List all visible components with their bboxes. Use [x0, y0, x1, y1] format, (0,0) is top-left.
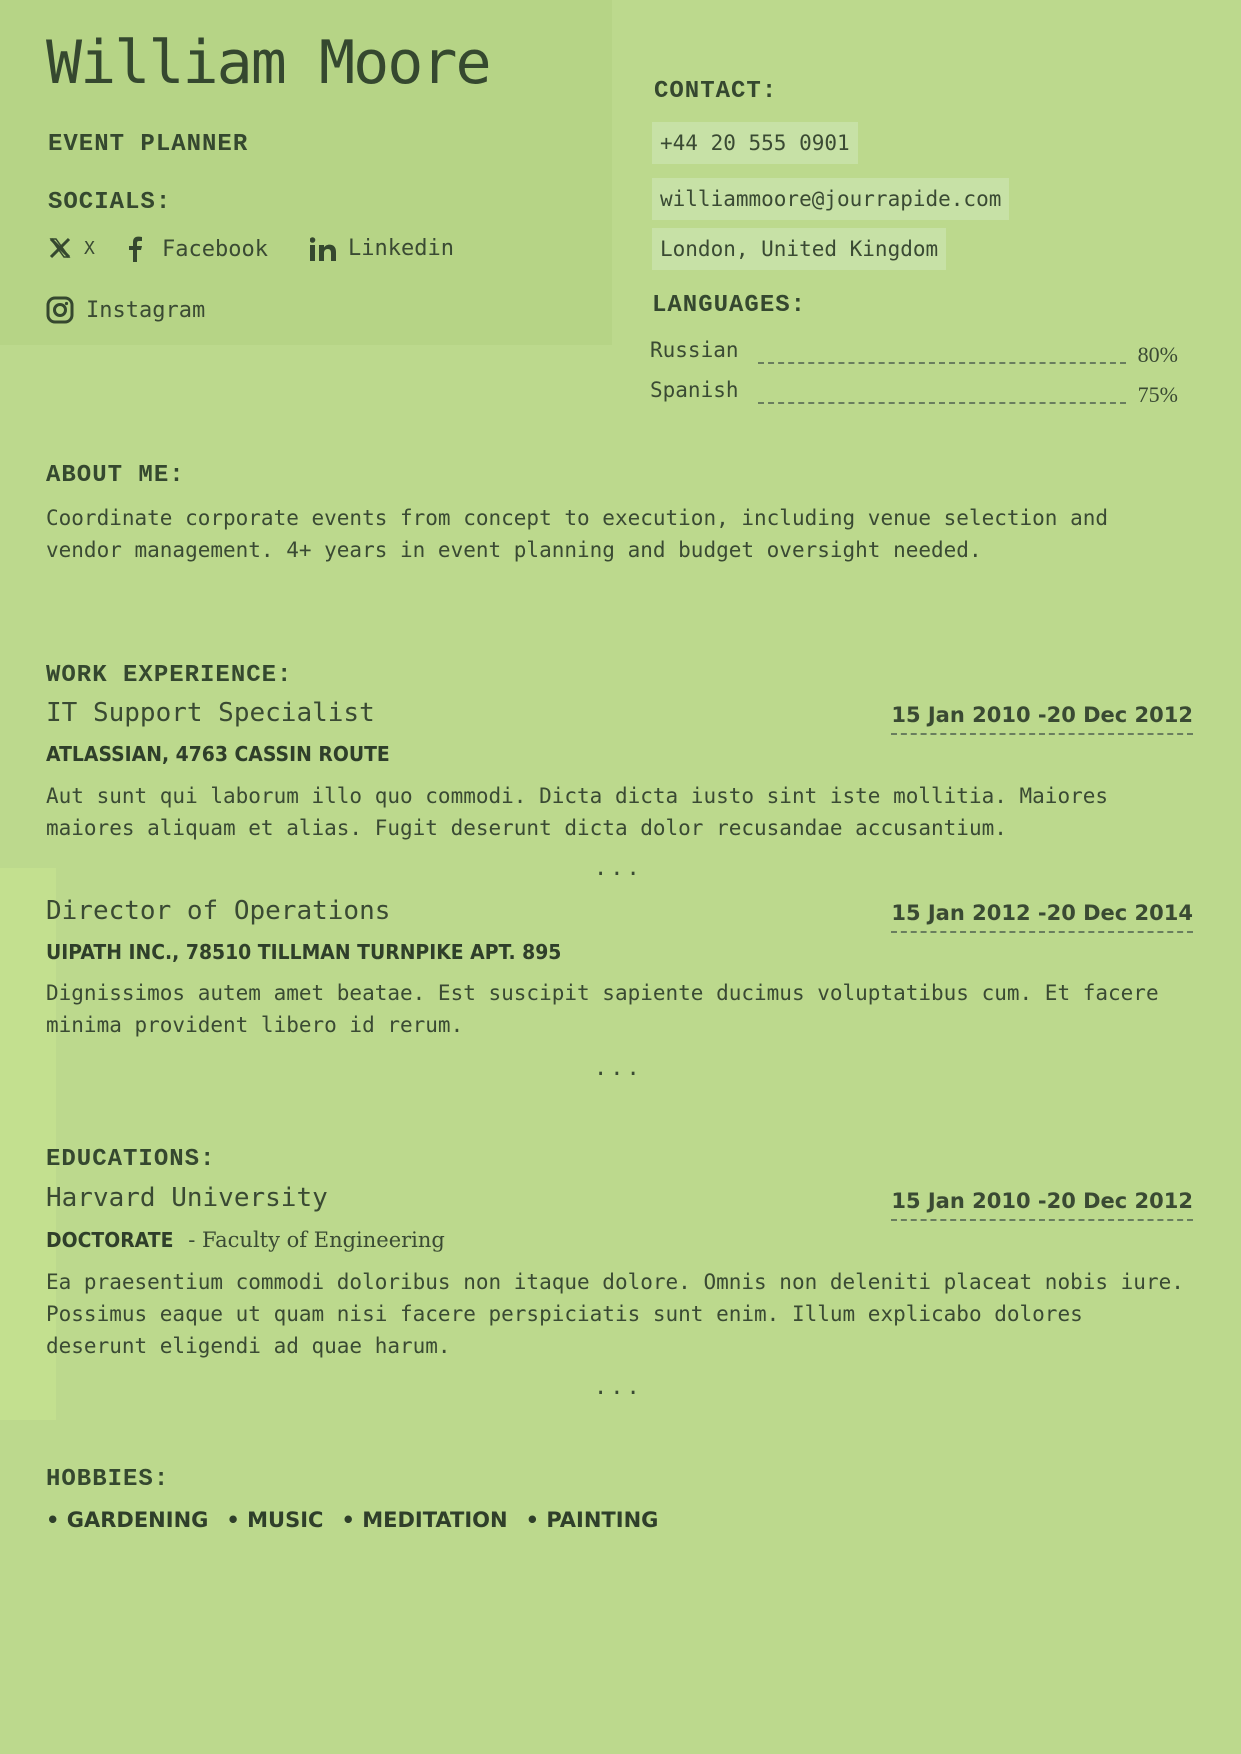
- contact-email[interactable]: williammoore@jourrapide.com: [652, 178, 1009, 220]
- hobbies-heading: HOBBIES:: [46, 1466, 170, 1493]
- education-faculty: - Faculty of Engineering: [181, 1228, 445, 1252]
- instagram-icon: [46, 296, 74, 324]
- work-dates: 15 Jan 2010 -20 Dec 2012: [891, 703, 1193, 735]
- languages-heading: LANGUAGES:: [652, 292, 807, 319]
- social-linkedin-label: Linkedin: [348, 236, 454, 261]
- work-description: Dignissimos autem amet beatae. Est suscipit sapiente ducimus voluptatibus cum. Et facere minima provident libero id rerum.: [46, 981, 1159, 1037]
- more-ellipsis: ...: [594, 1056, 643, 1081]
- work-dates: 15 Jan 2012 -20 Dec 2014: [891, 901, 1193, 933]
- education-description: Ea praesentium commodi doloribus non itaque dolore. Omnis non deleniti placeat nobis iure. Possimus eaque ut quam nisi facere perspiciatis sunt enim. Illum explicabo dolores deserunt eligendi ad quae harum.: [46, 1270, 1184, 1358]
- social-facebook-label: Facebook: [162, 236, 268, 262]
- about-text: Coordinate corporate events from concept to execution, including venue selection and vendor management. 4+ years in event planning and budget oversight needed.: [46, 506, 1109, 562]
- contact-location: London, United Kingdom: [652, 228, 946, 270]
- bullet-icon: •: [46, 1508, 60, 1532]
- hobby-item: • MEDITATION: [341, 1508, 508, 1532]
- social-facebook[interactable]: [126, 236, 268, 262]
- job-title: EVENT PLANNER: [48, 131, 249, 158]
- work-heading: WORK EXPERIENCE:: [46, 662, 293, 689]
- social-x-label: X: [84, 237, 95, 259]
- work-title: Director of Operations: [46, 896, 391, 926]
- education-degree: DOCTORATE: [46, 1228, 174, 1252]
- bullet-icon: •: [341, 1508, 355, 1532]
- language-name: Russian: [650, 338, 739, 362]
- hobbies-list: [46, 1508, 676, 1532]
- social-instagram[interactable]: [46, 296, 205, 324]
- about-heading: ABOUT ME:: [46, 462, 185, 489]
- contact-heading: CONTACT:: [654, 78, 778, 105]
- facebook-icon: [126, 236, 144, 262]
- bullet-icon: •: [525, 1508, 540, 1532]
- education-heading: EDUCATIONS:: [46, 1146, 216, 1173]
- linkedin-icon: [310, 237, 336, 261]
- socials-heading: SOCIALS:: [48, 189, 172, 216]
- social-linkedin[interactable]: [310, 236, 454, 261]
- language-leader: [758, 362, 1126, 364]
- language-percent: 75%: [1137, 382, 1178, 407]
- candidate-name: William Moore: [46, 28, 490, 98]
- x-icon: [48, 236, 72, 260]
- language-percent: 80%: [1137, 342, 1178, 367]
- education-degree-line: [46, 1228, 445, 1252]
- social-instagram-label: Instagram: [86, 297, 206, 323]
- contact-phone[interactable]: +44 20 555 0901: [652, 122, 858, 164]
- education-school: Harvard University: [46, 1183, 328, 1213]
- more-ellipsis: ...: [594, 1375, 643, 1400]
- language-name: Spanish: [650, 378, 739, 402]
- education-dates: 15 Jan 2010 -20 Dec 2012: [891, 1189, 1193, 1221]
- work-title: IT Support Specialist: [46, 698, 375, 728]
- work-company: UIPATH INC., 78510 TILLMAN TURNPIKE APT. 895: [46, 940, 562, 964]
- hobby-item: • PAINTING: [525, 1508, 659, 1532]
- work-company: ATLASSIAN, 4763 CASSIN ROUTE: [46, 742, 390, 766]
- language-row: [650, 338, 1178, 372]
- hobby-item: • GARDENING: [46, 1508, 209, 1532]
- language-row: [650, 378, 1178, 412]
- work-description: Aut sunt qui laborum illo quo commodi. Dicta dicta iusto sint iste mollitia. Maiores maiores aliquam et alias. Fugit deserunt dicta dolor recusandae accusantium.: [46, 784, 1109, 840]
- language-leader: [758, 402, 1126, 404]
- hobby-item: • MUSIC: [226, 1508, 324, 1532]
- bullet-icon: •: [226, 1508, 240, 1532]
- social-x[interactable]: [48, 236, 95, 260]
- more-ellipsis: ...: [594, 856, 643, 881]
